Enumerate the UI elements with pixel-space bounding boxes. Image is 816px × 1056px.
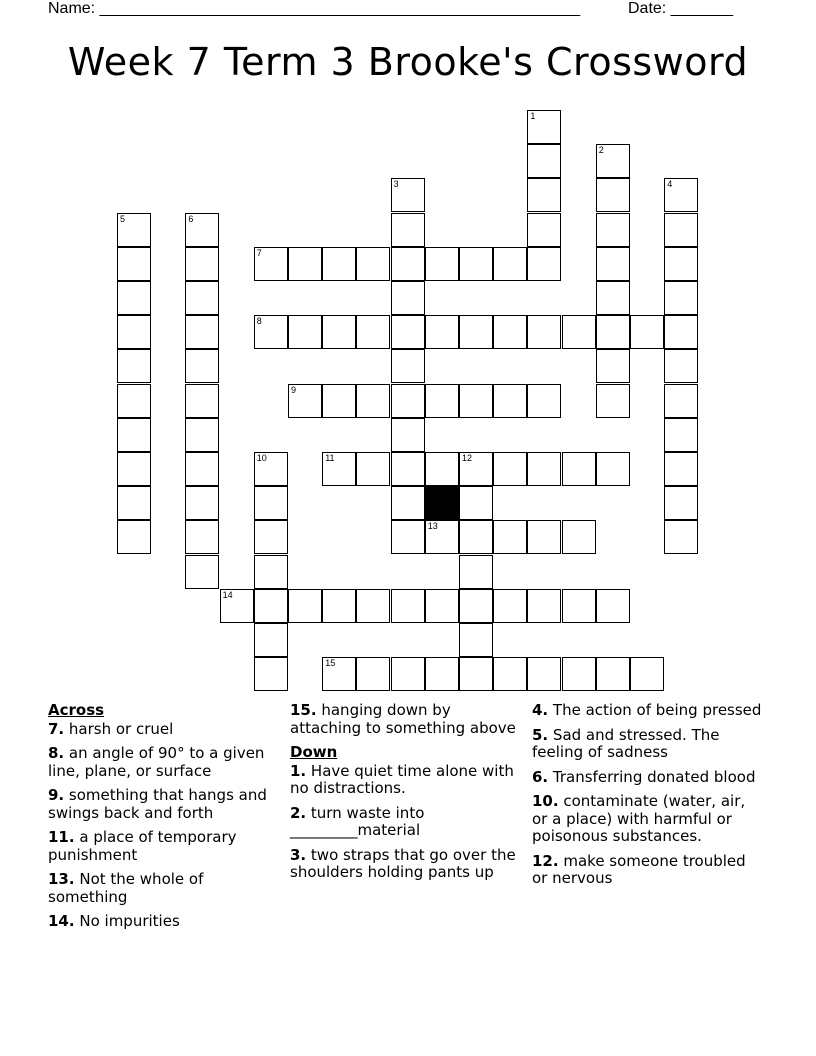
cell-number: 13 (427, 521, 438, 532)
grid-cell[interactable] (254, 486, 288, 520)
grid-cell[interactable] (254, 555, 288, 589)
cell-number: 7 (256, 247, 262, 258)
cell-number: 10 (256, 453, 267, 463)
grid-cell[interactable] (527, 520, 561, 554)
grid-cell[interactable] (322, 247, 356, 281)
clue-down-10: 10. contaminate (water, air, or a place) with harmful or poisonous substances. (532, 792, 746, 845)
grid-cell[interactable] (356, 384, 390, 418)
grid-cell[interactable] (459, 247, 493, 281)
grid-cell[interactable] (493, 384, 527, 418)
grid-cell[interactable] (391, 213, 425, 247)
cell-number: 11 (325, 453, 335, 463)
grid-cell[interactable] (356, 452, 390, 486)
grid-cell[interactable] (254, 657, 288, 691)
grid-cell[interactable] (425, 315, 459, 349)
clue-down-6: 6. Transferring donated blood (532, 767, 756, 786)
grid-cell[interactable] (562, 520, 596, 554)
grid-cell[interactable] (356, 247, 390, 281)
grid-cell[interactable] (596, 247, 630, 281)
grid-cell[interactable] (288, 247, 322, 281)
grid-cell[interactable] (493, 452, 527, 486)
grid-cell[interactable] (459, 623, 493, 657)
grid-cell[interactable] (664, 452, 698, 486)
grid-cell[interactable] (391, 452, 425, 486)
grid-cell[interactable] (562, 315, 596, 349)
grid-cell[interactable] (391, 418, 425, 452)
clue-across-9: 9. something that hangs and swings back and forth (48, 786, 267, 822)
grid-cell[interactable] (220, 589, 254, 623)
grid-cell[interactable] (356, 315, 390, 349)
grid-cell[interactable] (117, 281, 151, 315)
grid-cell[interactable] (117, 418, 151, 452)
grid-cell[interactable] (527, 247, 561, 281)
clue-down-5: 5. Sad and stressed. The feeling of sadness (532, 725, 720, 761)
clue-across-7: 7. harsh or cruel (48, 719, 174, 738)
grid-cell[interactable] (185, 452, 219, 486)
grid-cell[interactable] (117, 247, 151, 281)
clue-column-3 (532, 702, 764, 895)
grid-cell[interactable] (117, 315, 151, 349)
grid-cell[interactable] (596, 213, 630, 247)
grid-cell[interactable] (356, 589, 390, 623)
grid-cell[interactable] (254, 247, 288, 281)
grid-cell[interactable] (254, 520, 288, 554)
grid-cell[interactable] (596, 657, 630, 691)
grid-cell[interactable] (459, 315, 493, 349)
cell-number: 1 (530, 111, 536, 121)
grid-cell[interactable] (425, 452, 459, 486)
grid-cell[interactable] (185, 520, 219, 554)
grid-cell[interactable] (459, 589, 493, 623)
grid-cell[interactable] (527, 657, 561, 691)
grid-cell[interactable] (391, 520, 425, 554)
name-field-line[interactable]: Name: ______________________________________________________ (48, 0, 581, 17)
clue-down-4: 4. The action of being pressed (532, 701, 762, 719)
cell-number: 8 (256, 316, 262, 327)
grid-cell[interactable] (356, 657, 390, 691)
grid-cell[interactable] (596, 452, 630, 486)
grid-cell[interactable] (185, 349, 219, 383)
grid-cell[interactable] (664, 213, 698, 247)
grid-cell[interactable] (459, 452, 493, 486)
grid-cell[interactable] (185, 213, 219, 247)
grid-cell[interactable] (391, 657, 425, 691)
grid-cell[interactable] (288, 315, 322, 349)
grid-cell[interactable] (185, 384, 219, 418)
grid-cell[interactable] (391, 384, 425, 418)
grid-cell[interactable] (596, 315, 630, 349)
grid-cell[interactable] (322, 589, 356, 623)
grid-cell[interactable] (322, 452, 356, 486)
cell-number: 12 (462, 453, 473, 463)
grid-cell[interactable] (117, 384, 151, 418)
cell-number: 15 (325, 658, 336, 669)
grid-cell[interactable] (562, 589, 596, 623)
grid-cell[interactable] (117, 520, 151, 554)
grid-cell[interactable] (288, 589, 322, 623)
grid-cell[interactable] (459, 520, 493, 554)
grid-cell[interactable] (527, 144, 561, 178)
grid-cell[interactable] (254, 315, 288, 349)
grid-cell[interactable] (117, 452, 151, 486)
grid-cell[interactable] (254, 589, 288, 623)
cell-number: 9 (291, 384, 297, 395)
grid-cell[interactable] (664, 486, 698, 520)
page-title: Week 7 Term 3 Brooke's Crossword (67, 40, 749, 84)
grid-cell[interactable] (562, 452, 596, 486)
grid-cell[interactable] (493, 315, 527, 349)
cell-number: 2 (598, 145, 604, 156)
grid-cell[interactable] (664, 520, 698, 554)
grid-cell[interactable] (117, 486, 151, 520)
clue-down-12: 12. make someone troubled or nervous (532, 851, 746, 887)
blocked-cell (425, 486, 459, 520)
grid-cell[interactable] (185, 418, 219, 452)
grid-cell[interactable] (254, 623, 288, 657)
cell-number: 3 (393, 179, 399, 190)
grid-cell[interactable] (664, 418, 698, 452)
grid-cell[interactable] (664, 247, 698, 281)
grid-cell[interactable] (254, 452, 288, 486)
grid-cell[interactable] (425, 384, 459, 418)
grid-cell[interactable] (596, 178, 630, 212)
grid-cell[interactable] (664, 315, 698, 349)
grid-cell[interactable] (425, 247, 459, 281)
grid-cell[interactable] (596, 144, 630, 178)
grid-cell[interactable] (630, 315, 664, 349)
grid-cell[interactable] (117, 349, 151, 383)
clue-column-1 (48, 702, 280, 938)
grid-cell[interactable] (185, 486, 219, 520)
grid-cell[interactable] (391, 349, 425, 383)
grid-cell[interactable] (664, 384, 698, 418)
grid-cell[interactable] (391, 281, 425, 315)
grid-cell[interactable] (185, 247, 219, 281)
clue-column-2 (290, 702, 522, 889)
grid-cell[interactable] (596, 589, 630, 623)
grid-cell[interactable] (185, 281, 219, 315)
grid-cell[interactable] (322, 315, 356, 349)
grid-cell[interactable] (425, 589, 459, 623)
grid-cell[interactable] (664, 178, 698, 212)
clue-down-3: 3. two straps that go over the shoulders holding pants up (290, 845, 516, 881)
grid-cell[interactable] (185, 555, 219, 589)
grid-cell[interactable] (425, 520, 459, 554)
clue-across-8: 8. an angle of 90° to a given line, plane, or surface (48, 744, 265, 780)
grid-cell[interactable] (459, 657, 493, 691)
grid-cell[interactable] (391, 589, 425, 623)
clue-across-15: 15. hanging down by attaching to something above (290, 701, 516, 737)
grid-cell[interactable] (562, 657, 596, 691)
cell-number: 14 (222, 589, 233, 600)
grid-cell[interactable] (185, 315, 219, 349)
grid-cell[interactable] (493, 589, 527, 623)
grid-cell[interactable] (596, 384, 630, 418)
grid-cell[interactable] (664, 349, 698, 383)
grid-cell[interactable] (459, 555, 493, 589)
grid-cell[interactable] (391, 486, 425, 520)
grid-cell[interactable] (391, 247, 425, 281)
down-heading: Down (290, 743, 338, 761)
clue-across-14: 14. No impurities (48, 912, 180, 930)
grid-cell[interactable] (664, 281, 698, 315)
grid-cell[interactable] (527, 452, 561, 486)
clue-down-1: 1. Have quiet time alone with no distractions. (290, 761, 514, 797)
cell-number: 4 (667, 179, 673, 190)
grid-cell[interactable] (322, 384, 356, 418)
grid-cell[interactable] (391, 178, 425, 212)
grid-cell[interactable] (527, 178, 561, 212)
grid-cell[interactable] (425, 657, 459, 691)
clue-across-13: 13. Not the whole of something (48, 870, 204, 906)
cell-number: 5 (120, 213, 126, 224)
grid-cell[interactable] (322, 657, 356, 691)
grid-cell[interactable] (527, 110, 561, 144)
cell-number: 6 (188, 213, 194, 224)
grid-cell[interactable] (493, 657, 527, 691)
grid-cell[interactable] (459, 486, 493, 520)
grid-cell[interactable] (527, 213, 561, 247)
grid-cell[interactable] (630, 657, 664, 691)
grid-cell[interactable] (288, 384, 322, 418)
grid-cell[interactable] (391, 315, 425, 349)
clue-down-2: 2. turn waste into _________material (290, 803, 425, 839)
grid-cell[interactable] (596, 349, 630, 383)
across-heading: Across (48, 701, 105, 719)
grid-cell[interactable] (117, 213, 151, 247)
grid-cell[interactable] (527, 384, 561, 418)
grid-cell[interactable] (493, 247, 527, 281)
grid-cell[interactable] (527, 589, 561, 623)
grid-cell[interactable] (459, 384, 493, 418)
grid-cell[interactable] (527, 315, 561, 349)
date-field-line[interactable]: Date: _______ (628, 0, 733, 17)
clue-across-11: 11. a place of temporary punishment (48, 828, 237, 864)
grid-cell[interactable] (493, 520, 527, 554)
grid-cell[interactable] (596, 281, 630, 315)
